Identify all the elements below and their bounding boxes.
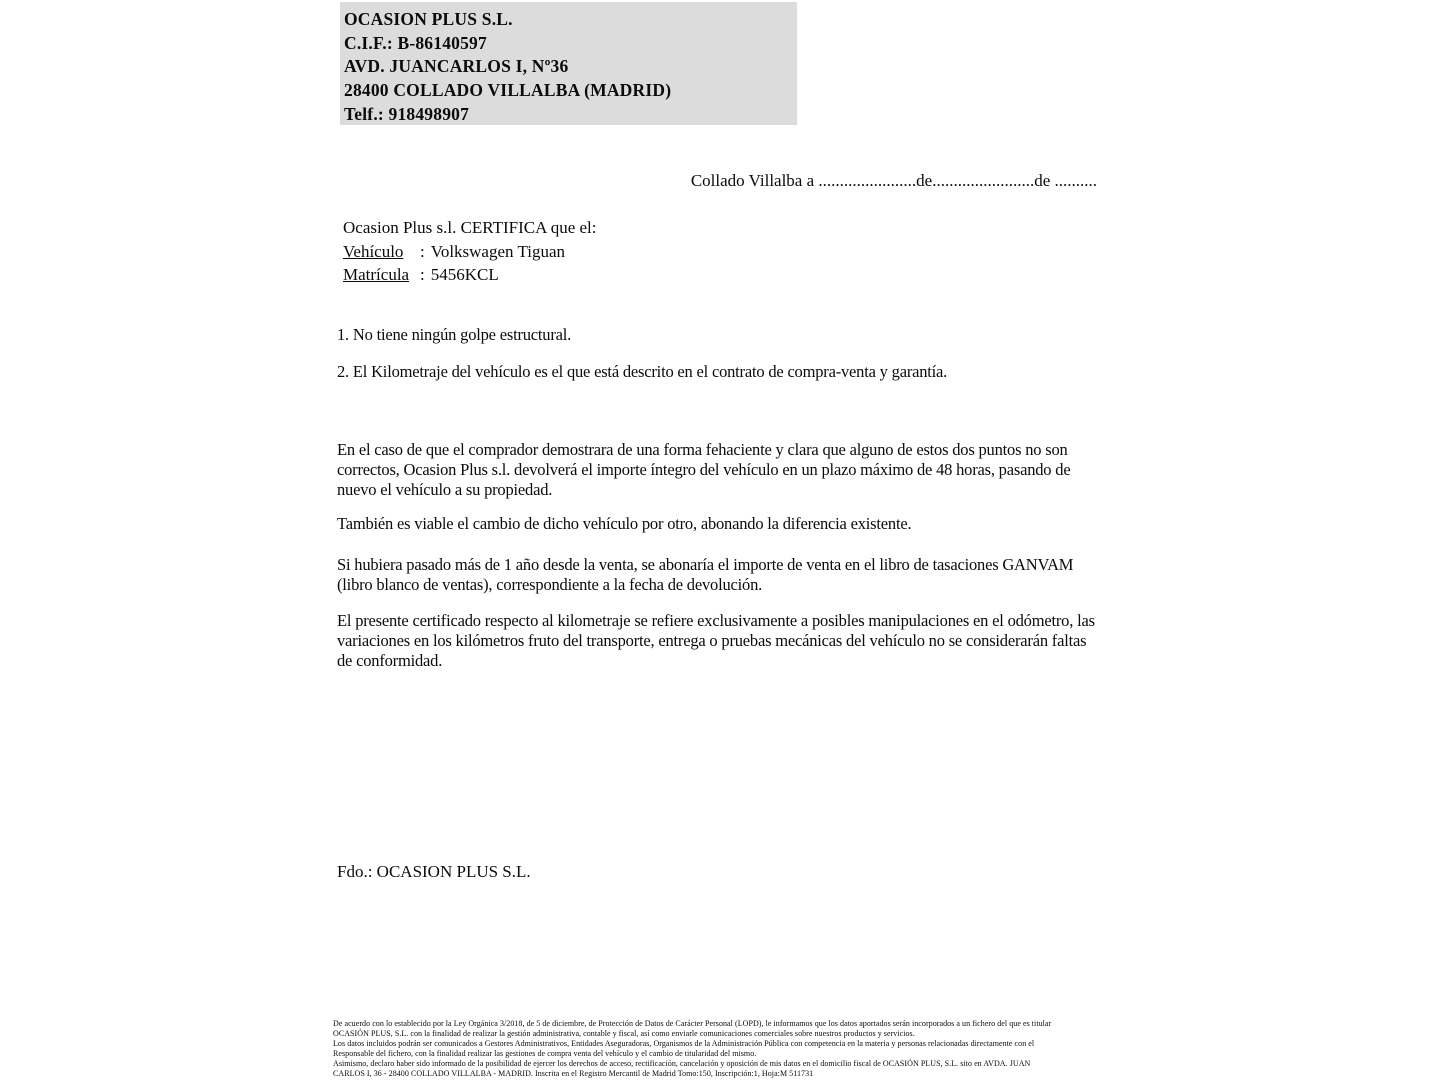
vehicle-separator: :: [420, 241, 425, 261]
legal-footer: [333, 1019, 1103, 1079]
legal-footer-line: Responsable del fichero, con la finalidad realizar las gestiones de compra venta del vehículo y el cambio de titularidad del mismo.: [333, 1049, 757, 1058]
paragraph-ganvam-valuation: Si hubiera pasado más de 1 año desde la venta, se abonaría el importe de venta en el libro de tasaciones GANVAM (libro blanco de ventas), correspondiente a la fecha de devolución.: [337, 555, 1074, 594]
legal-footer-line: OCASIÓN PLUS, S.L. con la finalidad de realizar la gestión administrativa, contable y fiscal, así como enviarle comunicaciones comerciales sobre nuestros productos y servicios.: [333, 1029, 915, 1038]
plate-separator: :: [420, 265, 425, 285]
plate-label: Matrícula: [343, 265, 410, 285]
vehicle-label: Vehículo: [343, 241, 404, 261]
certification-block: [343, 216, 1043, 287]
field-row-matricula: [343, 263, 1043, 287]
statement-point-1: 1. No tiene ningún golpe estructural.: [337, 325, 572, 344]
letterhead-block: [340, 2, 797, 125]
plate-value: 5456KCL: [430, 265, 499, 285]
letterhead-company-name: OCASION PLUS S.L.: [344, 9, 513, 29]
signature-line: Fdo.: OCASION PLUS S.L.: [337, 862, 531, 881]
letterhead-address: AVD. JUANCARLOS I, Nº36: [344, 56, 569, 77]
paragraph-refund-policy: En el caso de que el comprador demostrara de una forma fehaciente y clara que alguno de estos dos puntos no son correctos, Ocasion Plus s.l. devolverá el importe íntegro del vehículo en un plazo máximo de 48 horas, pasando de nuevo el vehículo a su propiedad.: [337, 440, 1071, 499]
date-line: Collado Villalba a .......................de........................de ..........: [690, 171, 1097, 190]
vehicle-value: Volkswagen Tiguan: [430, 241, 566, 261]
legal-footer-line: CARLOS I, 36 - 28400 COLLADO VILLALBA - MADRID. Inscrita en el Registro Mercantil de Madrid Tomo:150, Inscripción:1, Hoja:M 511731: [333, 1069, 814, 1078]
letterhead-phone: Telf.: 918498907: [344, 103, 470, 124]
legal-footer-line: De acuerdo con lo establecido por la Ley Orgánica 3/2018, de 5 de diciembre, de Protección de Datos de Carácter Personal (LOPD), le informamos que los datos aportados serán incorporados a un fichero del que es titular: [333, 1019, 1052, 1028]
statement-point-2: 2. El Kilometraje del vehículo es el que está descrito en el contrato de compra-venta y garantía.: [337, 362, 948, 381]
legal-footer-line: Los datos incluidos podrán ser comunicados a Gestores Administrativos, Entidades Aseguradoras, Organismos de la Administración Pública con competencia en la materia y personas relacionadas directamente con el: [333, 1039, 1035, 1048]
field-row-vehiculo: [343, 240, 1043, 264]
paragraph-exchange-option: También es viable el cambio de dicho vehículo por otro, abonando la diferencia existente.: [337, 514, 912, 533]
letterhead-cif: C.I.F.: B-86140597: [344, 32, 487, 53]
paragraph-odometer-disclaimer: El presente certificado respecto al kilometraje se refiere exclusivamente a posibles manipulaciones en el odómetro, las variaciones en los kilómetros fruto del transporte, entrega o pruebas mecánicas del vehículo no se considerarán faltas de conformidad.: [337, 611, 1095, 670]
certification-intro: Ocasion Plus s.l. CERTIFICA que el:: [343, 218, 597, 237]
legal-footer-line: Asimismo, declaro haber sido informado de la posibilidad de ejercer los derechos de acceso, rectificación, cancelación y oposición de mis datos en el domicilio fiscal de OCASIÓN PLUS, S.L. sito en AVDA. JUAN: [333, 1059, 1031, 1068]
letterhead-city: 28400 COLLADO VILLALBA (MADRID): [344, 80, 672, 101]
